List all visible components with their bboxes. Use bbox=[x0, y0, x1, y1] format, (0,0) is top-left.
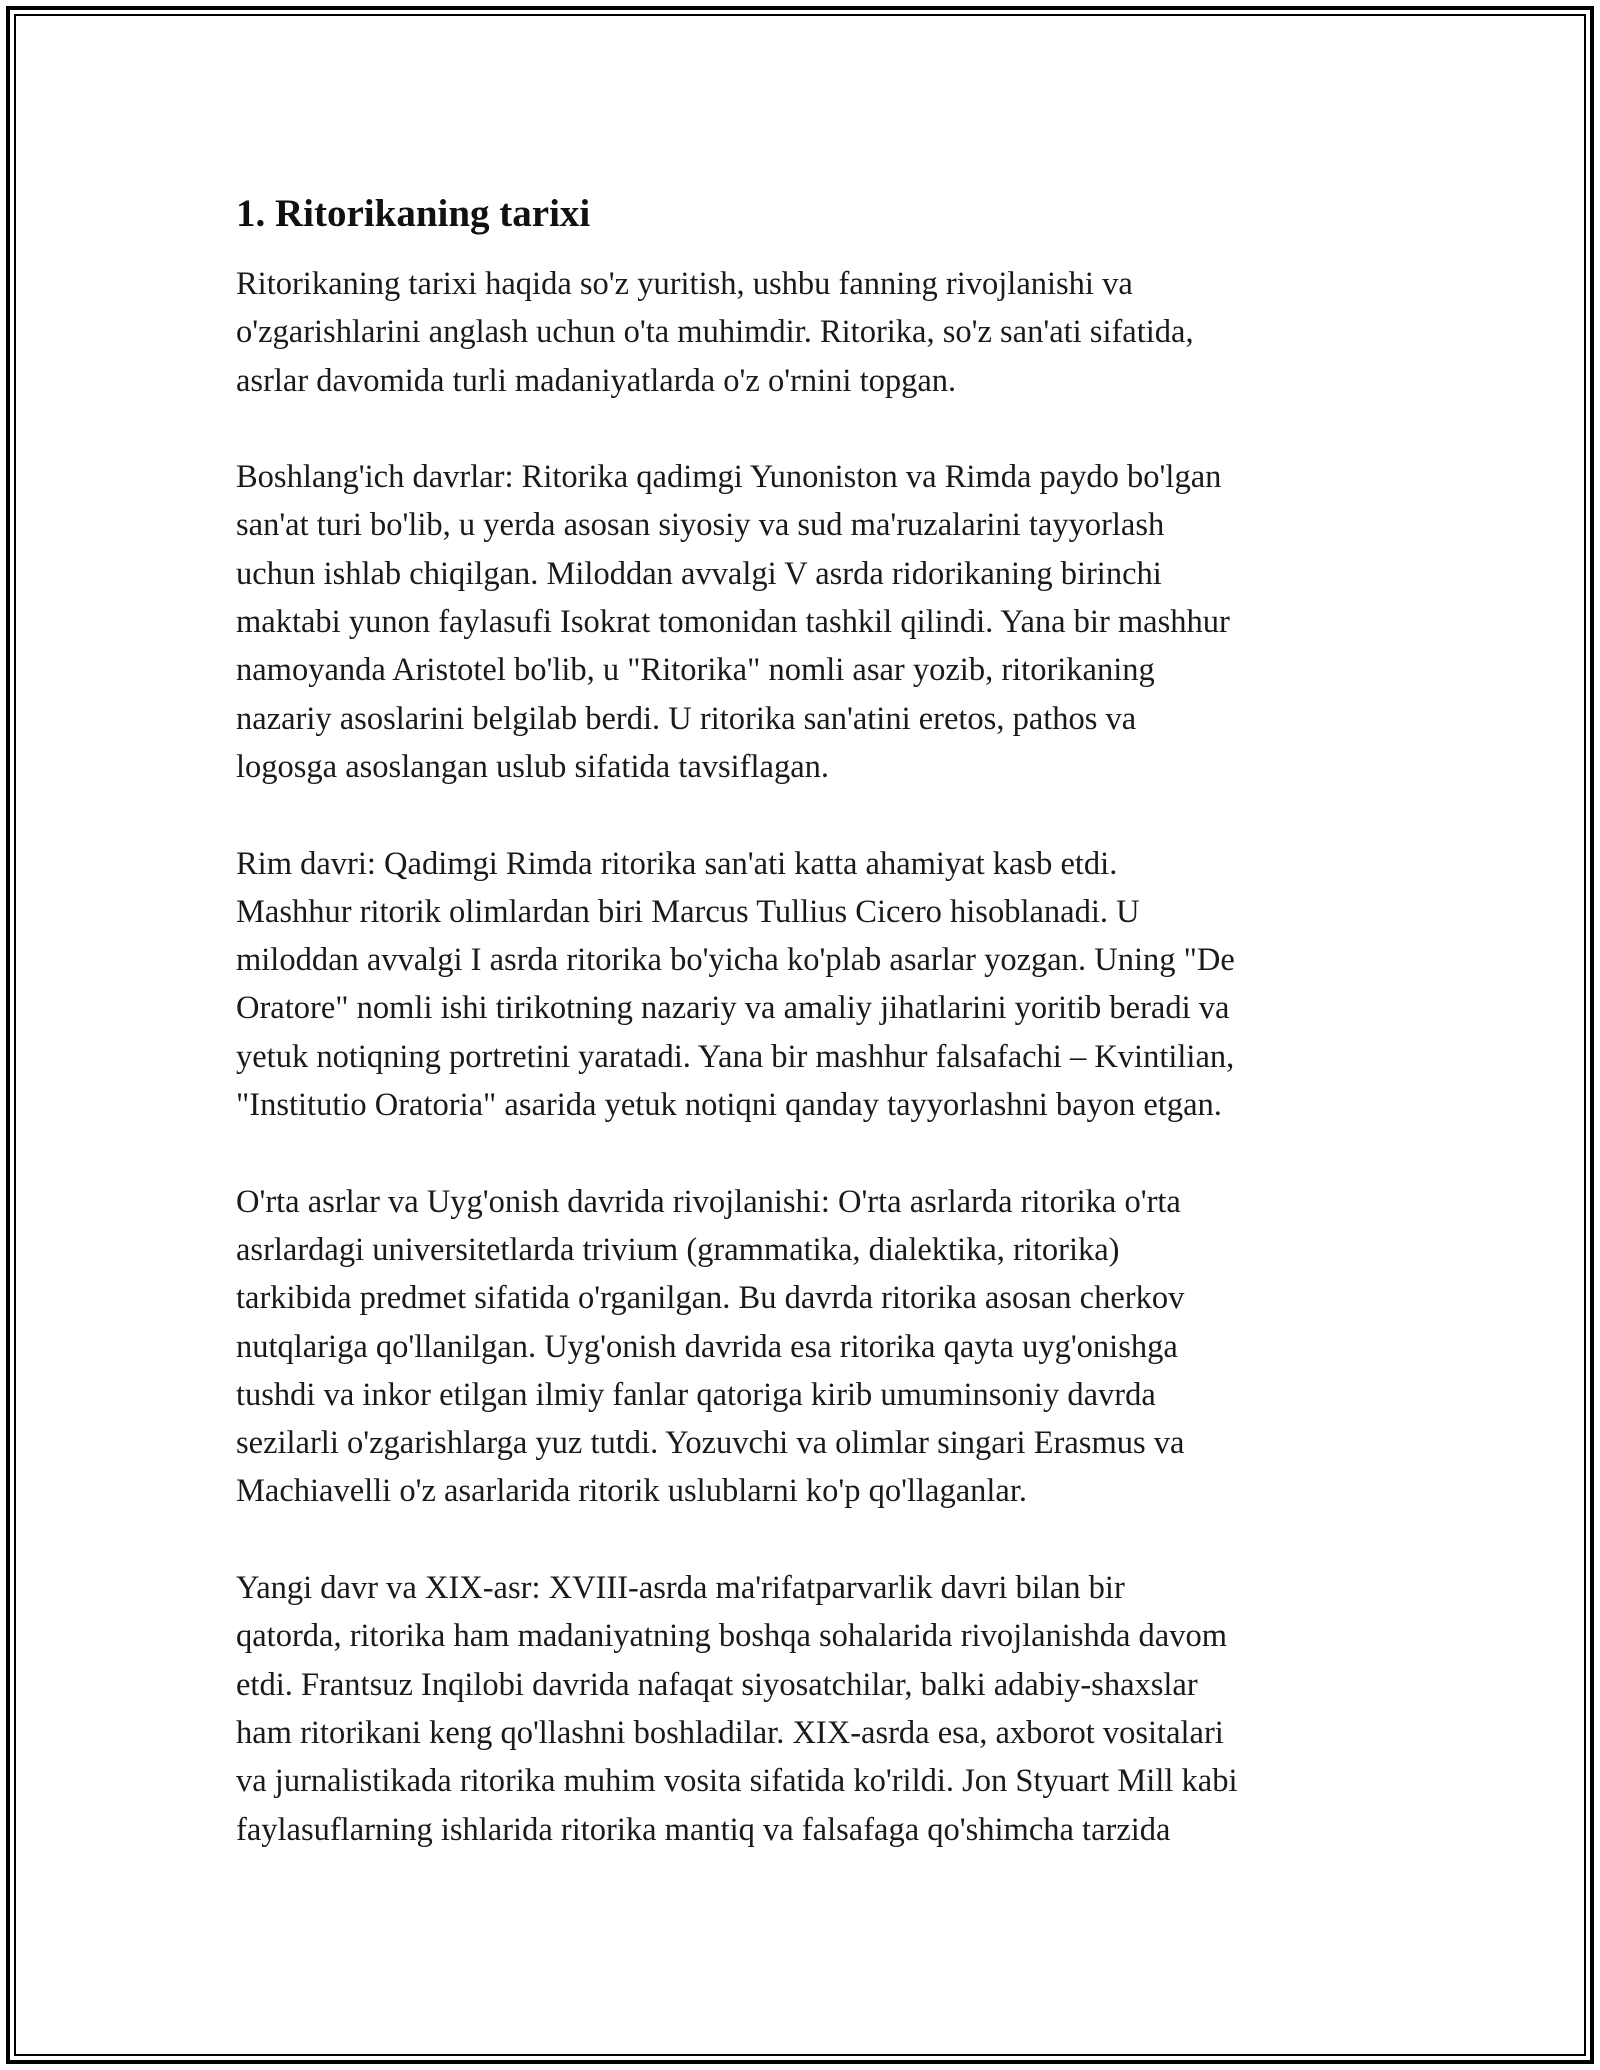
text-line: va jurnalistikada ritorika muhim vosita sifatida ko'rildi. Jon Styuart Mill kabi bbox=[236, 1763, 1238, 1800]
text-line: uchun ishlab chiqilgan. Miloddan avvalgi V asrda ridorikaning birinchi bbox=[236, 555, 1162, 592]
paragraph-intro bbox=[236, 260, 1386, 405]
text-line: logosga asoslangan uslub sifatida tavsiflagan. bbox=[236, 748, 829, 785]
text-line: tushdi va inkor etilgan ilmiy fanlar qatoriga kirib umuminsoniy davrda bbox=[236, 1376, 1156, 1413]
paragraph-middle-ages-renaissance bbox=[236, 1178, 1386, 1516]
text-line: Boshlang'ich davrlar: Ritorika qadimgi Yunoniston va Rimda paydo bo'lgan bbox=[236, 459, 1222, 496]
text-line: sezilarli o'zgarishlarga yuz tutdi. Yozuvchi va olimlar singari Erasmus va bbox=[236, 1425, 1185, 1462]
text-line: Oratore" nomli ishi tirikotning nazariy va amaliy jihatlarini yoritib beradi va bbox=[236, 990, 1230, 1027]
text-line: asrlardagi universitetlarda trivium (grammatika, dialektika, ritorika) bbox=[236, 1231, 1120, 1268]
document-body bbox=[236, 182, 1386, 1902]
text-line: nutqlariga qo'llanilgan. Uyg'onish davrida esa ritorika qayta uyg'onishga bbox=[236, 1328, 1178, 1365]
paragraph-early-periods bbox=[236, 453, 1386, 791]
text-line: namoyanda Aristotel bo'lib, u "Ritorika" nomli asar yozib, ritorikaning bbox=[236, 652, 1155, 689]
section-heading: 1. Ritorikaning tarixi bbox=[236, 192, 591, 235]
text-line: Yangi davr va XIX-asr: XVIII-asrda ma'rifatparvarlik davri bilan bir bbox=[236, 1570, 1125, 1607]
text-line: "Institutio Oratoria" asarida yetuk notiqni qanday tayyorlashni bayon etgan. bbox=[236, 1087, 1222, 1124]
text-line: Rim davri: Qadimgi Rimda ritorika san'ati katta ahamiyat kasb etdi. bbox=[236, 845, 1118, 882]
paragraph-modern-period bbox=[236, 1564, 1386, 1854]
paragraph-roman-period bbox=[236, 840, 1386, 1130]
text-line: yetuk notiqning portretini yaratadi. Yana bir mashhur falsafachi – Kvintilian, bbox=[236, 1038, 1235, 1075]
text-line: qatorda, ritorika ham madaniyatning boshqa sohalarida rivojlanishda davom bbox=[236, 1618, 1227, 1655]
text-line: tarkibida predmet sifatida o'rganilgan. Bu davrda ritorika asosan cherkov bbox=[236, 1280, 1185, 1317]
text-line: san'at turi bo'lib, u yerda asosan siyosiy va sud ma'ruzalarini tayyorlash bbox=[236, 507, 1165, 544]
text-line: o'zgarishlarini anglash uchun o'ta muhimdir. Ritorika, so'z san'ati sifatida, bbox=[236, 314, 1194, 351]
text-line: faylasuflarning ishlarida ritorika mantiq va falsafaga qo'shimcha tarzida bbox=[236, 1811, 1171, 1848]
text-line: asrlar davomida turli madaniyatlarda o'z o'rnini topgan. bbox=[236, 362, 957, 399]
text-line: miloddan avvalgi I asrda ritorika bo'yicha ko'plab asarlar yozgan. Uning "De bbox=[236, 942, 1235, 979]
text-line: maktabi yunon faylasufi Isokrat tomonidan tashkil qilindi. Yana bir mashhur bbox=[236, 604, 1230, 641]
text-line: Machiavelli o'z asarlarida ritorik uslublarni ko'p qo'llaganlar. bbox=[236, 1473, 1027, 1510]
text-line: ham ritorikani keng qo'llashni boshladilar. XIX-asrda esa, axborot vositalari bbox=[236, 1714, 1224, 1751]
text-line: nazariy asoslarini belgilab berdi. U ritorika san'atini eretos, pathos va bbox=[236, 700, 1137, 737]
text-line: etdi. Frantsuz Inqilobi davrida nafaqat siyosatchilar, balki adabiy-shaxslar bbox=[236, 1666, 1198, 1703]
text-line: Mashhur ritorik olimlardan biri Marcus Tullius Cicero hisoblanadi. U bbox=[236, 893, 1140, 930]
text-line: O'rta asrlar va Uyg'onish davrida rivojlanishi: O'rta asrlarda ritorika o'rta bbox=[236, 1183, 1181, 1220]
text-line: Ritorikaning tarixi haqida so'z yuritish, ushbu fanning rivojlanishi va bbox=[236, 266, 1133, 302]
